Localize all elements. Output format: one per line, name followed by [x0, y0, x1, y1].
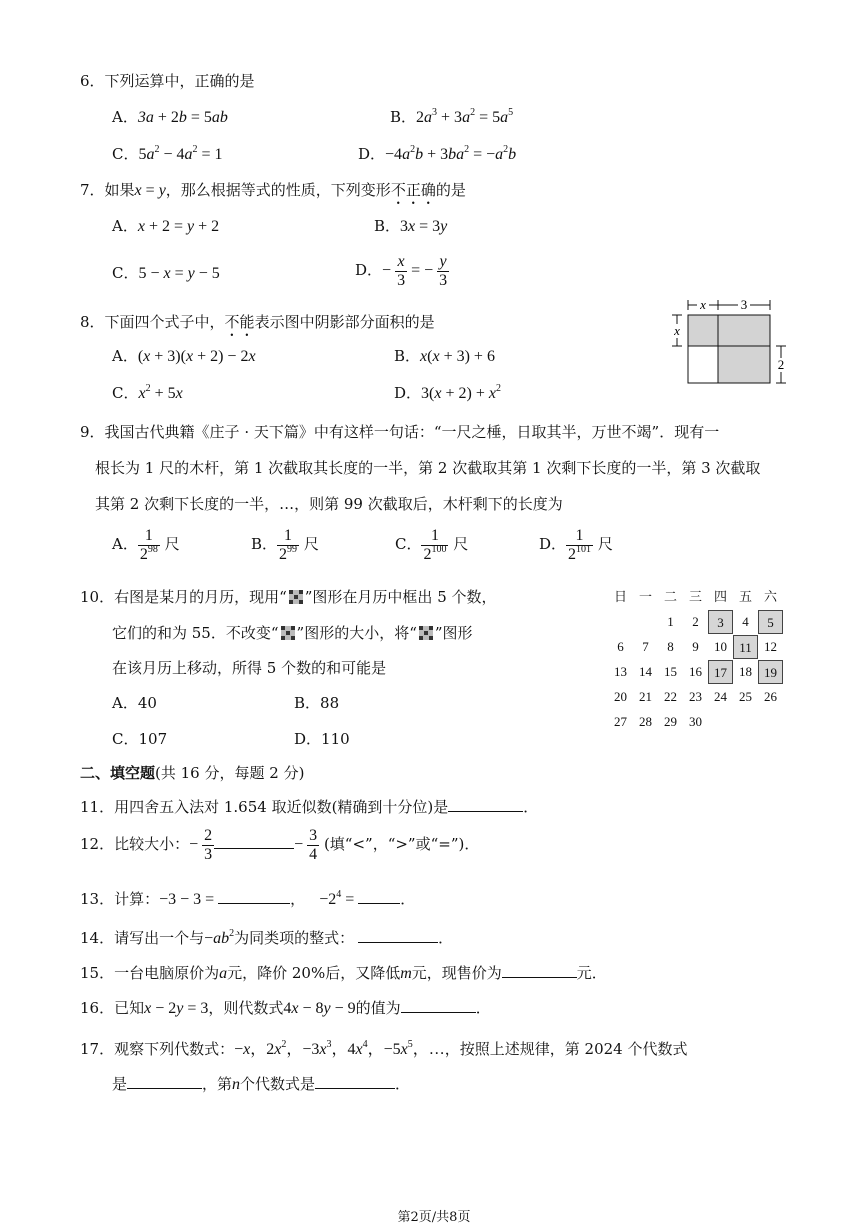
q8-option-c: C．$x^2 + 5x$ [112, 383, 183, 402]
calendar-day: 1 [667, 614, 674, 629]
calendar-weekday-header: 一 [638, 589, 652, 604]
calendar-day: 21 [639, 689, 652, 704]
calendar-day: 25 [739, 689, 752, 704]
calendar-weekday-header: 二 [663, 589, 677, 604]
q8-label-2: 2 [777, 357, 785, 372]
q8-label-3: 3 [740, 297, 748, 312]
calendar-weekday-header: 日 [613, 589, 627, 604]
calendar-day: 27 [614, 714, 627, 729]
q9-option-b: B． $\frac{1}{2^{99}}$ 尺 [251, 527, 319, 563]
calendar-day: 20 [614, 689, 627, 704]
calendar-day: 28 [639, 714, 652, 729]
q8-option-b: B．x(x + 3) + 6 [394, 347, 495, 365]
q17-line1: 17．观察下列代数式：−x，$2x^2$，$-3x^3$，$4x^4$，$-5x^5$，…，按照上述规律，第 2024 个代数式 [80, 1039, 688, 1058]
calendar-day: 18 [739, 664, 752, 679]
q9-option-a: A． $\frac{1}{2^{98}}$ 尺 [112, 527, 180, 563]
calendar-day: 16 [689, 664, 702, 679]
answer-blank[interactable] [448, 797, 523, 812]
q10-line1: 10．右图是某月的月历，现用“ ”图形在月历中框出 5 个数， [80, 588, 497, 606]
q6-option-a: A．3a + 2b = 5ab [112, 108, 228, 126]
q12: 12．比较大小：− $\frac{2}{3}$ − $\frac{3}{4}$ (填“<”，“>”或“=”)． [80, 827, 480, 863]
q15: 15．一台电脑原价为a元，降价 20%后，又降低m元，现售价为 元． [80, 964, 607, 982]
pattern-icon [419, 626, 433, 640]
q6-option-d: D．$-4a^2b + 3ba^2 = -a^2b$ [358, 144, 517, 163]
answer-blank[interactable] [358, 928, 438, 943]
q9-line2: 根长为 1 尺的木杆，第 1 次截取其长度的一半，第 2 次截取其第 1 次剩下长度的一半，第 3 次截取 [95, 459, 761, 477]
pattern-icon [281, 626, 295, 640]
answer-blank[interactable] [401, 998, 476, 1013]
q9-option-d: D． $\frac{1}{2^{101}}$ 尺 [539, 527, 613, 563]
calendar-day: 30 [689, 714, 702, 729]
q14: 14．请写出一个与$-ab^2$为同类项的整式： ． [80, 928, 454, 947]
calendar-day: 8 [667, 639, 674, 654]
calendar-day: 12 [764, 639, 777, 654]
calendar-weekday-header: 五 [738, 589, 752, 604]
q8-stem: 8．下面四个式子中，不能表示图中阴影部分面积的是 [80, 313, 435, 331]
q8-area-figure [665, 295, 795, 390]
calendar-day: 11 [733, 635, 758, 659]
answer-blank[interactable] [127, 1074, 202, 1089]
q7-stem: 7．如果x = y，那么根据等式的性质，下列变形不正确的是 [80, 181, 466, 199]
calendar-day: 7 [642, 639, 649, 654]
answer-blank[interactable] [218, 889, 290, 904]
calendar-day: 3 [708, 610, 733, 634]
calendar-day: 29 [664, 714, 677, 729]
calendar-weekday-header: 四 [713, 589, 727, 604]
q10-line2: 它们的和为 55．不改变“ ”图形的大小，将“ ”图形 [112, 624, 473, 642]
page-footer: 第2页/共8页 [397, 1210, 471, 1225]
q10-option-c: C．107 [112, 730, 168, 748]
q11: 11．用四舍五入法对 1.654 取近似数(精确到十分位)是 ． [80, 798, 539, 816]
q16: 16．已知x − 2y = 3，则代数式4x − 8y − 9的值为 ． [80, 999, 491, 1017]
calendar-day: 2 [692, 614, 699, 629]
q9-line3: 其第 2 次剩下长度的一半，…，则第 99 次截取后，木杆剩下的长度为 [95, 495, 563, 513]
q10-option-b: B．88 [294, 694, 340, 712]
q7-option-b: B．3x = 3y [374, 217, 448, 235]
q7-option-c: C．5 − x = y − 5 [112, 264, 220, 282]
calendar-day: 23 [689, 689, 702, 704]
q6-stem: 6．下列运算中，正确的是 [80, 72, 255, 90]
calendar-day: 9 [692, 639, 699, 654]
calendar-day: 22 [664, 689, 677, 704]
answer-blank[interactable] [315, 1074, 395, 1089]
section2-heading: 二、填空题(共 16 分，每题 2 分) [80, 764, 305, 782]
q10-option-d: D．110 [294, 730, 350, 748]
q7-option-d: D．− $\frac{x}{3}$ = − $\frac{y}{3}$ [355, 253, 448, 289]
answer-blank[interactable] [214, 834, 294, 849]
q9-line1: 9．我国古代典籍《庄子 · 天下篇》中有这样一句话：“一尺之棰，日取其半，万世不竭”．现有一 [80, 423, 720, 441]
q8-option-d: D．$3(x + 2) + x^2$ [394, 383, 501, 402]
calendar-day: 13 [614, 664, 627, 679]
q10-line3: 在该月历上移动，所得 5 个数的和可能是 [112, 659, 387, 677]
calendar-weekday-header: 三 [688, 589, 702, 604]
calendar-day: 5 [758, 610, 783, 634]
calendar-day: 17 [708, 660, 733, 684]
calendar-weekday-header: 六 [763, 589, 777, 604]
calendar-day: 10 [714, 639, 727, 654]
q13: 13．计算：−3 − 3 = ， $-2^4$ = ． [80, 889, 416, 908]
calendar-day: 6 [617, 639, 624, 654]
calendar-day: 15 [664, 664, 677, 679]
q6-option-c: C．$5a^2 - 4a^2 = 1$ [112, 144, 223, 163]
q6-option-b: B．$2a^3 + 3a^2 = 5a^5$ [390, 107, 514, 126]
q9-option-c: C． $\frac{1}{2^{100}}$ 尺 [395, 527, 469, 563]
calendar-day: 24 [714, 689, 727, 704]
pattern-icon [289, 590, 303, 604]
calendar-day: 4 [742, 614, 749, 629]
q8-label-x-left: x [674, 323, 680, 338]
calendar-day: 26 [764, 689, 777, 704]
answer-blank[interactable] [358, 889, 400, 904]
q10-option-a: A．40 [112, 694, 157, 712]
q8-option-a: A．(x + 3)(x + 2) − 2x [112, 347, 256, 365]
calendar-day: 19 [758, 660, 783, 684]
q7-option-a: A．x + 2 = y + 2 [112, 217, 220, 235]
calendar-day: 14 [639, 664, 652, 679]
answer-blank[interactable] [502, 963, 577, 978]
q17-line2: 是 ，第n个代数式是 ． [112, 1075, 411, 1093]
q8-label-x-top: x [700, 297, 706, 312]
